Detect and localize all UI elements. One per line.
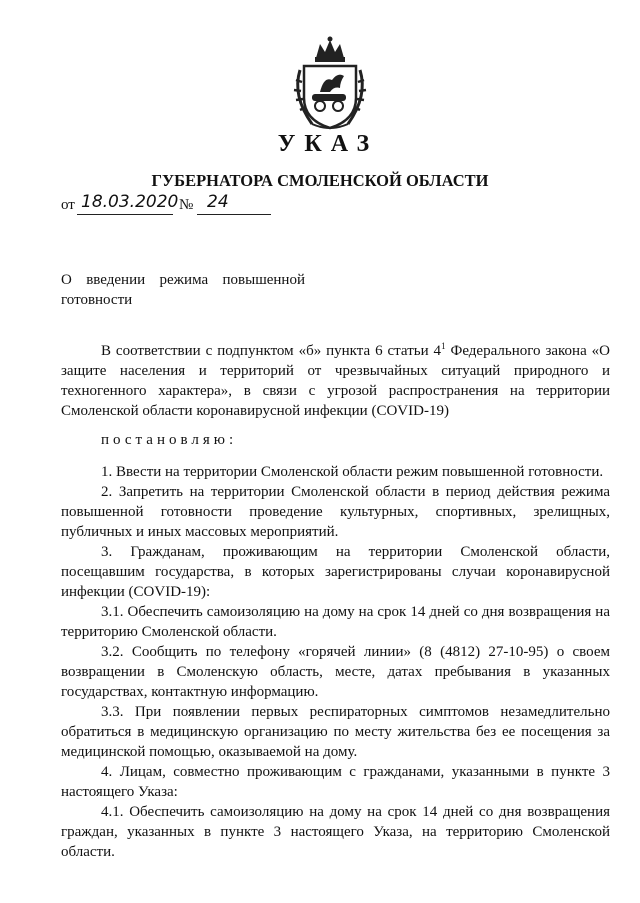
document-subject bbox=[61, 270, 305, 310]
item-3-1: 3.1. Обеспечить самоизоляцию на дому на срок 14 дней со дня возвращения на территорию Смоленской области. bbox=[61, 604, 610, 640]
item-3-3: 3.3. При появлении первых респираторных симптомов незамедлительно обратиться в медицинскую организацию по месту жительства без ее посещения за медицинской помощью, оказываемой на дому. bbox=[61, 704, 610, 760]
item-2: 2. Запретить на территории Смоленской области в период действия режима повышенной готовности проведение культурных, спортивных, зрелищных, публичных и иных массовых мероприятий. bbox=[61, 484, 610, 540]
item-3: 3. Гражданам, проживающим на территории Смоленской области, посещавшим государства, в которых зарегистрированы случаи коронавирусной инфекции (COVID-19): bbox=[61, 544, 610, 600]
subject-line-1: О введении режима повышенной bbox=[61, 272, 305, 288]
decree-word: постановляю: bbox=[101, 432, 238, 448]
item-1: 1. Ввести на территории Смоленской области режим повышенной готовности. bbox=[101, 464, 604, 480]
date-underline bbox=[77, 214, 173, 215]
date-handwritten: 18.03.2020 bbox=[81, 192, 179, 212]
item-3-2: 3.2. Сообщить по телефону «горячей линии» (8 (4812) 27-10-95) о своем возвращении в Смоленскую область, месте, датах пребывания в указанных государствах, контактную информацию. bbox=[61, 644, 610, 700]
coat-of-arms-icon bbox=[290, 36, 370, 132]
item-4: 4. Лицам, совместно проживающим с гражданами, указанными в пункте 3 настоящего Указа: bbox=[61, 764, 610, 800]
number-underline bbox=[197, 214, 271, 215]
number-handwritten: 24 bbox=[207, 192, 229, 212]
date-prefix: от bbox=[61, 197, 75, 213]
subject-line-2: готовности bbox=[61, 292, 133, 308]
preamble-text-1: В соответствии с подпунктом «б» пункта 6 статьи 4 bbox=[101, 343, 442, 359]
document-title: УКАЗ bbox=[277, 131, 379, 157]
preamble-text-2: Федерального закона «О защите населения и территорий от чрезвычайных ситуаций природного и техногенного характера», в связи с угрозой распространения на территории Смоленской области коронавирусной инфекции (COVID-19) bbox=[61, 343, 610, 419]
preamble bbox=[61, 341, 610, 421]
item-4-1: 4.1. Обеспечить самоизоляцию на дому на срок 14 дней со дня возвращения граждан, указанных в пункте 3 настоящего Указа, на территорию Смоленской области. bbox=[61, 804, 610, 860]
preamble-superscript: 1 bbox=[441, 341, 446, 351]
decree-items bbox=[61, 462, 610, 862]
number-prefix: № bbox=[179, 197, 194, 213]
document-subtitle: ГУБЕРНАТОРА СМОЛЕНСКОЙ ОБЛАСТИ bbox=[151, 171, 489, 190]
